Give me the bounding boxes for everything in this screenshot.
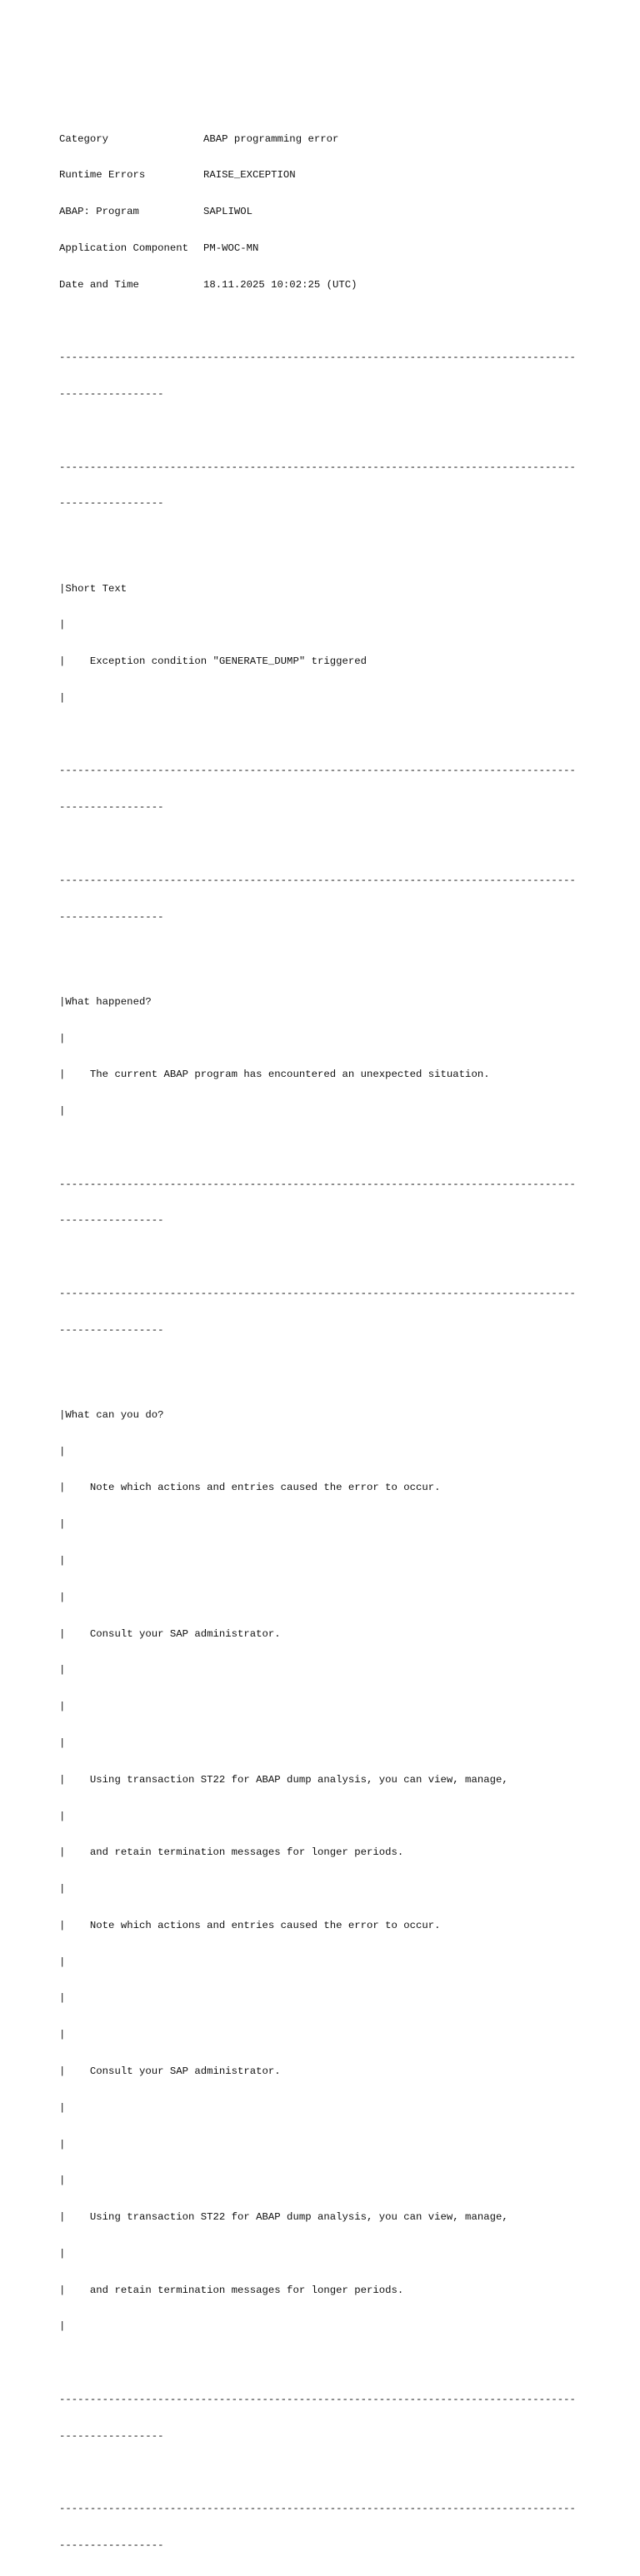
meta-key: Date and Time	[59, 278, 139, 291]
box-bar: |	[59, 1664, 66, 1677]
box-bar: |	[59, 1555, 66, 1567]
meta-key: Category	[59, 132, 109, 145]
section-text: Using transaction ST22 for ABAP dump analysis, you can view, manage,	[89, 2211, 508, 2224]
box-bar: |	[59, 1883, 66, 1896]
meta-value: PM-WOC-MN	[203, 242, 259, 254]
section-what-can-you-do	[59, 1385, 592, 2358]
separator: ------------------------------------------------------------------------------------	[59, 2503, 576, 2515]
separator: -----------------	[59, 2539, 164, 2552]
box-bar: |	[59, 619, 66, 631]
meta-row-application-component	[59, 242, 592, 255]
section-text: Exception condition "GENERATE_DUMP" triggered	[89, 655, 367, 668]
box-bar: |	[59, 2284, 66, 2296]
header-meta	[59, 108, 592, 315]
separator: -----------------	[59, 1323, 164, 1336]
section-text: Using transaction ST22 for ABAP dump analysis, you can view, manage,	[89, 1773, 508, 1786]
section-text: Note which actions and entries caused the error to occur.	[89, 1919, 441, 1931]
dump-document	[59, 60, 592, 2576]
section-title: Short Text	[65, 582, 128, 595]
box-bar: |	[59, 1032, 66, 1044]
box-bar: |	[59, 1069, 66, 1081]
section-text: Consult your SAP administrator.	[89, 2065, 281, 2077]
box-bar: |	[59, 1627, 66, 1640]
spacer	[59, 1251, 592, 1263]
meta-key: ABAP: Program	[59, 206, 139, 218]
separator: ------------------------------------------------------------------------------------	[59, 461, 576, 473]
box-bar: |	[59, 655, 66, 668]
separator: ------------------------------------------------------------------------------------	[59, 1178, 576, 1190]
box-bar: |	[59, 1408, 66, 1421]
separator: ------------------------------------------------------------------------------------	[59, 765, 576, 777]
spacer	[59, 425, 592, 437]
box-bar: |	[59, 1956, 66, 1968]
box-bar: |	[59, 1992, 66, 2005]
box-bar: |	[59, 691, 66, 704]
meta-value: 18.11.2025 10:02:25 (UTC)	[203, 278, 358, 291]
section-text: and retain termination messages for longer periods.	[89, 1846, 404, 1859]
separator: -----------------	[59, 801, 164, 814]
box-bar: |	[59, 1518, 66, 1531]
box-bar: |	[59, 1445, 66, 1457]
separator: -----------------	[59, 2429, 164, 2442]
box-bar: |	[59, 2175, 66, 2187]
section-title: What happened?	[65, 995, 152, 1008]
box-bar: |	[59, 582, 66, 595]
section-text: Note which actions and entries caused the error to occur.	[89, 1482, 441, 1494]
separator: -----------------	[59, 910, 164, 923]
separator: -----------------	[59, 388, 164, 401]
box-bar: |	[59, 1846, 66, 1859]
section-short-text	[59, 558, 592, 728]
meta-row-category	[59, 133, 592, 146]
box-bar: |	[59, 2247, 66, 2260]
box-bar: |	[59, 2211, 66, 2224]
box-bar: |	[59, 1591, 66, 1603]
separator: ------------------------------------------------------------------------------------	[59, 351, 576, 364]
section-text: and retain termination messages for longer periods.	[89, 2284, 404, 2296]
box-bar: |	[59, 2065, 66, 2077]
spacer	[59, 838, 592, 850]
separator: ------------------------------------------------------------------------------------	[59, 2394, 576, 2405]
box-bar: |	[59, 2029, 66, 2041]
box-bar: |	[59, 1919, 66, 1931]
separator: ------------------------------------------------------------------------------------	[59, 874, 576, 886]
box-bar: |	[59, 1773, 66, 1786]
box-bar: |	[59, 1105, 66, 1118]
meta-value: ABAP programming error	[203, 132, 339, 145]
box-bar: |	[59, 2138, 66, 2150]
meta-value: SAPLIWOL	[203, 206, 253, 218]
section-what-happened	[59, 972, 592, 1142]
separator: ------------------------------------------------------------------------------------	[59, 1287, 576, 1299]
box-bar: |	[59, 995, 66, 1008]
section-title: What can you do?	[65, 1408, 164, 1421]
meta-row-date-time	[59, 279, 592, 291]
section-text: The current ABAP program has encountered an unexpected situation.	[89, 1069, 490, 1081]
box-bar: |	[59, 2101, 66, 2114]
box-bar: |	[59, 1810, 66, 1822]
meta-value: RAISE_EXCEPTION	[203, 169, 296, 182]
spacer	[59, 2467, 592, 2479]
box-bar: |	[59, 1482, 66, 1494]
separator: -----------------	[59, 497, 164, 510]
meta-key: Application Component	[59, 242, 188, 254]
meta-row-program	[59, 206, 592, 218]
meta-key: Runtime Errors	[59, 169, 146, 182]
box-bar: |	[59, 2320, 66, 2333]
box-bar: |	[59, 1736, 66, 1749]
separator: -----------------	[59, 1214, 164, 1227]
section-text: Consult your SAP administrator.	[89, 1627, 281, 1640]
meta-row-runtime-errors	[59, 169, 592, 182]
box-bar: |	[59, 1701, 66, 1713]
